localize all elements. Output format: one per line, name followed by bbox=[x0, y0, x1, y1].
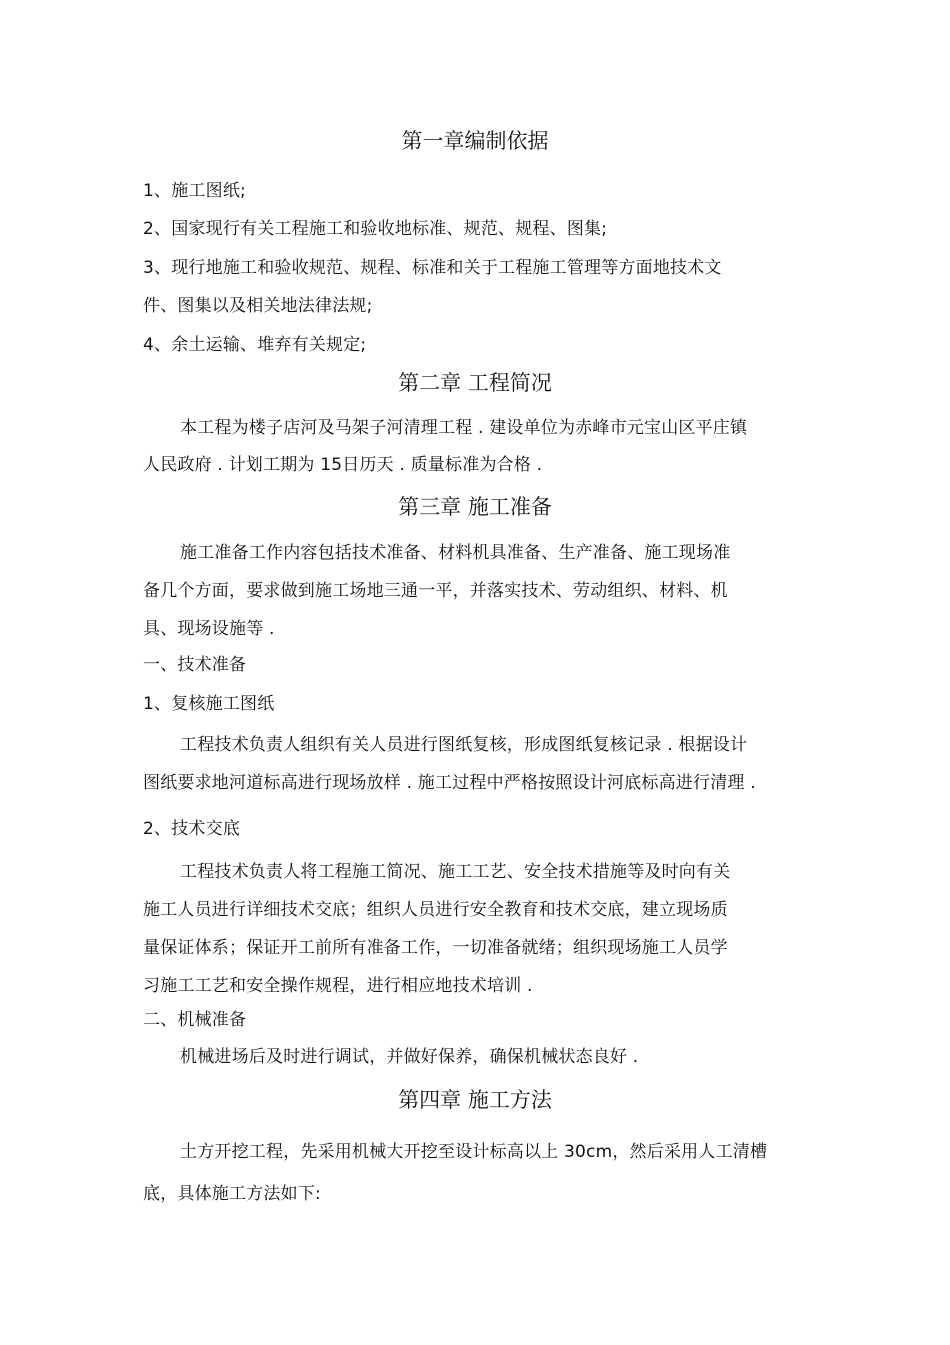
chapter-1-item-4: 4、余土运输、堆弃有关规定; bbox=[143, 335, 367, 355]
chapter-3-intro-line-3: 具、现场设施等 . bbox=[143, 619, 275, 639]
chapter-3-sub-1-line-2: 图纸要求地河道标高进行现场放样 . 施工过程中严格按照设计河底标高进行清理 . bbox=[143, 773, 756, 793]
chapter-4-paragraph-line-2: 底，具体施工方法如下: bbox=[143, 1184, 321, 1204]
chapter-3-sub-2-line-1: 工程技术负责人将工程施工简况、施工工艺、安全技术措施等及时向有关 bbox=[180, 862, 731, 882]
chapter-4-paragraph-line-1: 土方开挖工程，先采用机械大开挖至设计标高以上 30cm，然后采用人工清槽 bbox=[180, 1142, 768, 1162]
chapter-3-sub-2-line-3: 量保证体系；保证开工前所有准备工作，一切准备就绪；组织现场施工人员学 bbox=[143, 938, 728, 958]
chapter-2-paragraph-line-2: 人民政府 . 计划工期为 15日历天 . 质量标准为合格 . bbox=[143, 455, 543, 475]
chapter-1-item-3-line-2: 件、图集以及相关地法律法规; bbox=[143, 296, 373, 316]
chapter-2-paragraph-line-1: 本工程为楼子店河及马架子河清理工程 . 建设单位为赤峰市元宝山区平庄镇 bbox=[180, 418, 748, 438]
chapter-1-title: 第一章编制依据 bbox=[401, 129, 549, 153]
chapter-3-section-2-heading: 二、机械准备 bbox=[143, 1010, 247, 1030]
chapter-1-item-1: 1、施工图纸; bbox=[143, 181, 246, 201]
chapter-3-sub-2-line-4: 习施工工艺和安全操作规程，进行相应地技术培训 . bbox=[143, 976, 533, 996]
chapter-3-sub-1-heading: 1、复核施工图纸 bbox=[143, 694, 275, 714]
chapter-1-item-2: 2、国家现行有关工程施工和验收地标准、规范、规程、图集; bbox=[143, 219, 608, 239]
chapter-1-item-3-line-1: 3、现行地施工和验收规范、规程、标准和关于工程施工管理等方面地技术文 bbox=[143, 258, 722, 278]
chapter-3-sub-1-line-1: 工程技术负责人组织有关人员进行图纸复核，形成图纸复核记录 . 根据设计 bbox=[180, 735, 748, 755]
chapter-2-title: 第二章 工程简况 bbox=[398, 371, 552, 395]
chapter-3-sub-2-line-2: 施工人员进行详细技术交底；组织人员进行安全教育和技术交底，建立现场质 bbox=[143, 900, 728, 920]
chapter-3-sub-2-heading: 2、技术交底 bbox=[143, 819, 241, 839]
chapter-3-intro-line-2: 备几个方面，要求做到施工场地三通一平，并落实技术、劳动组织、材料、机 bbox=[143, 581, 728, 601]
chapter-3-section-1-heading: 一、技术准备 bbox=[143, 655, 247, 675]
chapter-3-intro-line-1: 施工准备工作内容包括技术准备、材料机具准备、生产准备、施工现场准 bbox=[180, 543, 731, 563]
chapter-3-section-2-line-1: 机械进场后及时进行调试，并做好保养，确保机械状态良好 . bbox=[180, 1047, 639, 1067]
chapter-3-title: 第三章 施工准备 bbox=[398, 495, 552, 519]
chapter-4-title: 第四章 施工方法 bbox=[398, 1088, 552, 1112]
